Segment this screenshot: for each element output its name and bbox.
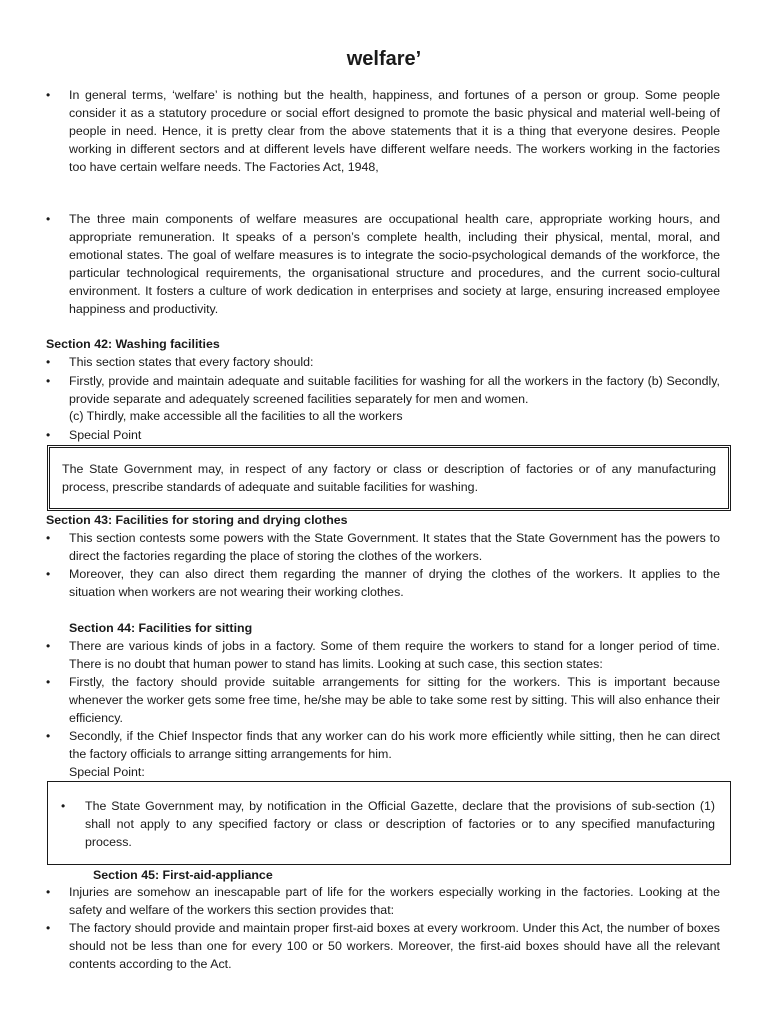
section-44-bullet-2: Firstly, the factory should provide suitable arrangements for sitting for the workers. This is important because whenever the worker gets some free time, he/she may be able to take some rest by sitting. This will also enhance their efficiency.: [69, 675, 720, 725]
bullet-icon: •: [46, 531, 51, 545]
section-44-special-point-text: The State Government may, by notification in the Official Gazette, declare that the provisions of sub-section (1) shall not apply to any specified factory or class or description of factories or to any specified manufacturing process.: [85, 799, 715, 849]
bullet-icon: •: [46, 88, 51, 102]
section-44-special-point-box: [47, 781, 731, 865]
bullet-icon: •: [46, 921, 51, 935]
intro-paragraph-1: In general terms, ‘welfare’ is nothing but the health, happiness, and fortunes of a person or group. Some people consider it as a statutory procedure or social effort designed to promote the basic physical and material well-being of people in need. Hence, it is pretty clear from the above statements that it is a thing that everyone desires. People working in different sectors and at different levels have different welfare needs. The workers working in the factories too have certain welfare needs. The Factories Act, 1948,: [69, 88, 720, 174]
section-44-bullet-1: There are various kinds of jobs in a factory. Some of them require the workers to stand for a longer period of time. There is no doubt that human power to stand has limits. Looking at such case, this section states:: [69, 639, 720, 671]
section-42-special-point-box: [47, 445, 731, 511]
section-45-bullet-1: Injuries are somehow an inescapable part of life for the workers especially working in the factories. Looking at the safety and welfare of the workers this section provides that:: [69, 885, 720, 917]
bullet-icon: •: [46, 428, 51, 442]
bullet-icon: •: [46, 639, 51, 653]
section-42-heading: Section 42: Washing facilities: [46, 337, 220, 351]
section-43-bullet-2: Moreover, they can also direct them regarding the manner of drying the clothes of the workers. It applies to the situation when workers are not wearing their working clothes.: [69, 567, 720, 599]
bullet-icon: •: [46, 729, 51, 743]
bullet-icon: •: [61, 799, 66, 813]
section-43-bullet-1: This section contests some powers with the State Government. It states that the State Government has the powers to direct the factories regarding the place of storing the clothes of the workers.: [69, 531, 720, 563]
bullet-icon: •: [46, 567, 51, 581]
section-45-heading: Section 45: First-aid-appliance: [93, 868, 273, 882]
bullet-icon: •: [46, 374, 51, 388]
section-42-bullet-2: Firstly, provide and maintain adequate and suitable facilities for washing for all the workers in the factory (b) Secondly, provide separate and adequately screened facilities separately for men and women.: [69, 374, 720, 406]
page-title: welfare’: [346, 48, 422, 70]
bullet-icon: •: [46, 355, 51, 369]
bullet-icon: •: [46, 212, 51, 226]
section-44-bullet-3: Secondly, if the Chief Inspector finds that any worker can do his work more efficiently while sitting, then he can direct the factory officials to arrange sitting arrangements for him.: [69, 729, 720, 761]
section-44-heading: Section 44: Facilities for sitting: [69, 621, 253, 635]
bullet-icon: •: [46, 675, 51, 689]
section-42-bullet-1: This section states that every factory should:: [69, 355, 314, 369]
intro-paragraph-2: The three main components of welfare measures are occupational health care, appropriate working hours, and appropriate remuneration. It speaks of a person’s complete health, including their physical, mental, moral, and emotional states. The goal of welfare measures is to integrate the socio-psychological demands of the workforce, the particular technological requirements, the organisational structure and procedures, and the current socio-cultural environment. It fosters a culture of work dedication in enterprises and society at large, ensuring increased employee happiness and productivity.: [69, 212, 720, 316]
section-43-heading: Section 43: Facilities for storing and drying clothes: [46, 513, 348, 527]
section-42-special-point-text: The State Government may, in respect of any factory or class or description of factories or of any manufacturing process, prescribe standards of adequate and suitable facilities for washing.: [62, 462, 716, 494]
section-42-bullet-2-c: (c) Thirdly, make accessible all the facilities to all the workers: [69, 409, 403, 423]
section-44-special-point-label: Special Point:: [69, 765, 145, 779]
bullet-icon: •: [46, 885, 51, 899]
section-42-special-point-label: Special Point: [69, 428, 142, 442]
section-45-bullet-2: The factory should provide and maintain proper first-aid boxes at every workroom. Under this Act, the number of boxes should not be less than one for every 100 or 50 workers. Moreover, the first-aid boxes should have all the relevant contents according to the Act.: [69, 921, 720, 971]
